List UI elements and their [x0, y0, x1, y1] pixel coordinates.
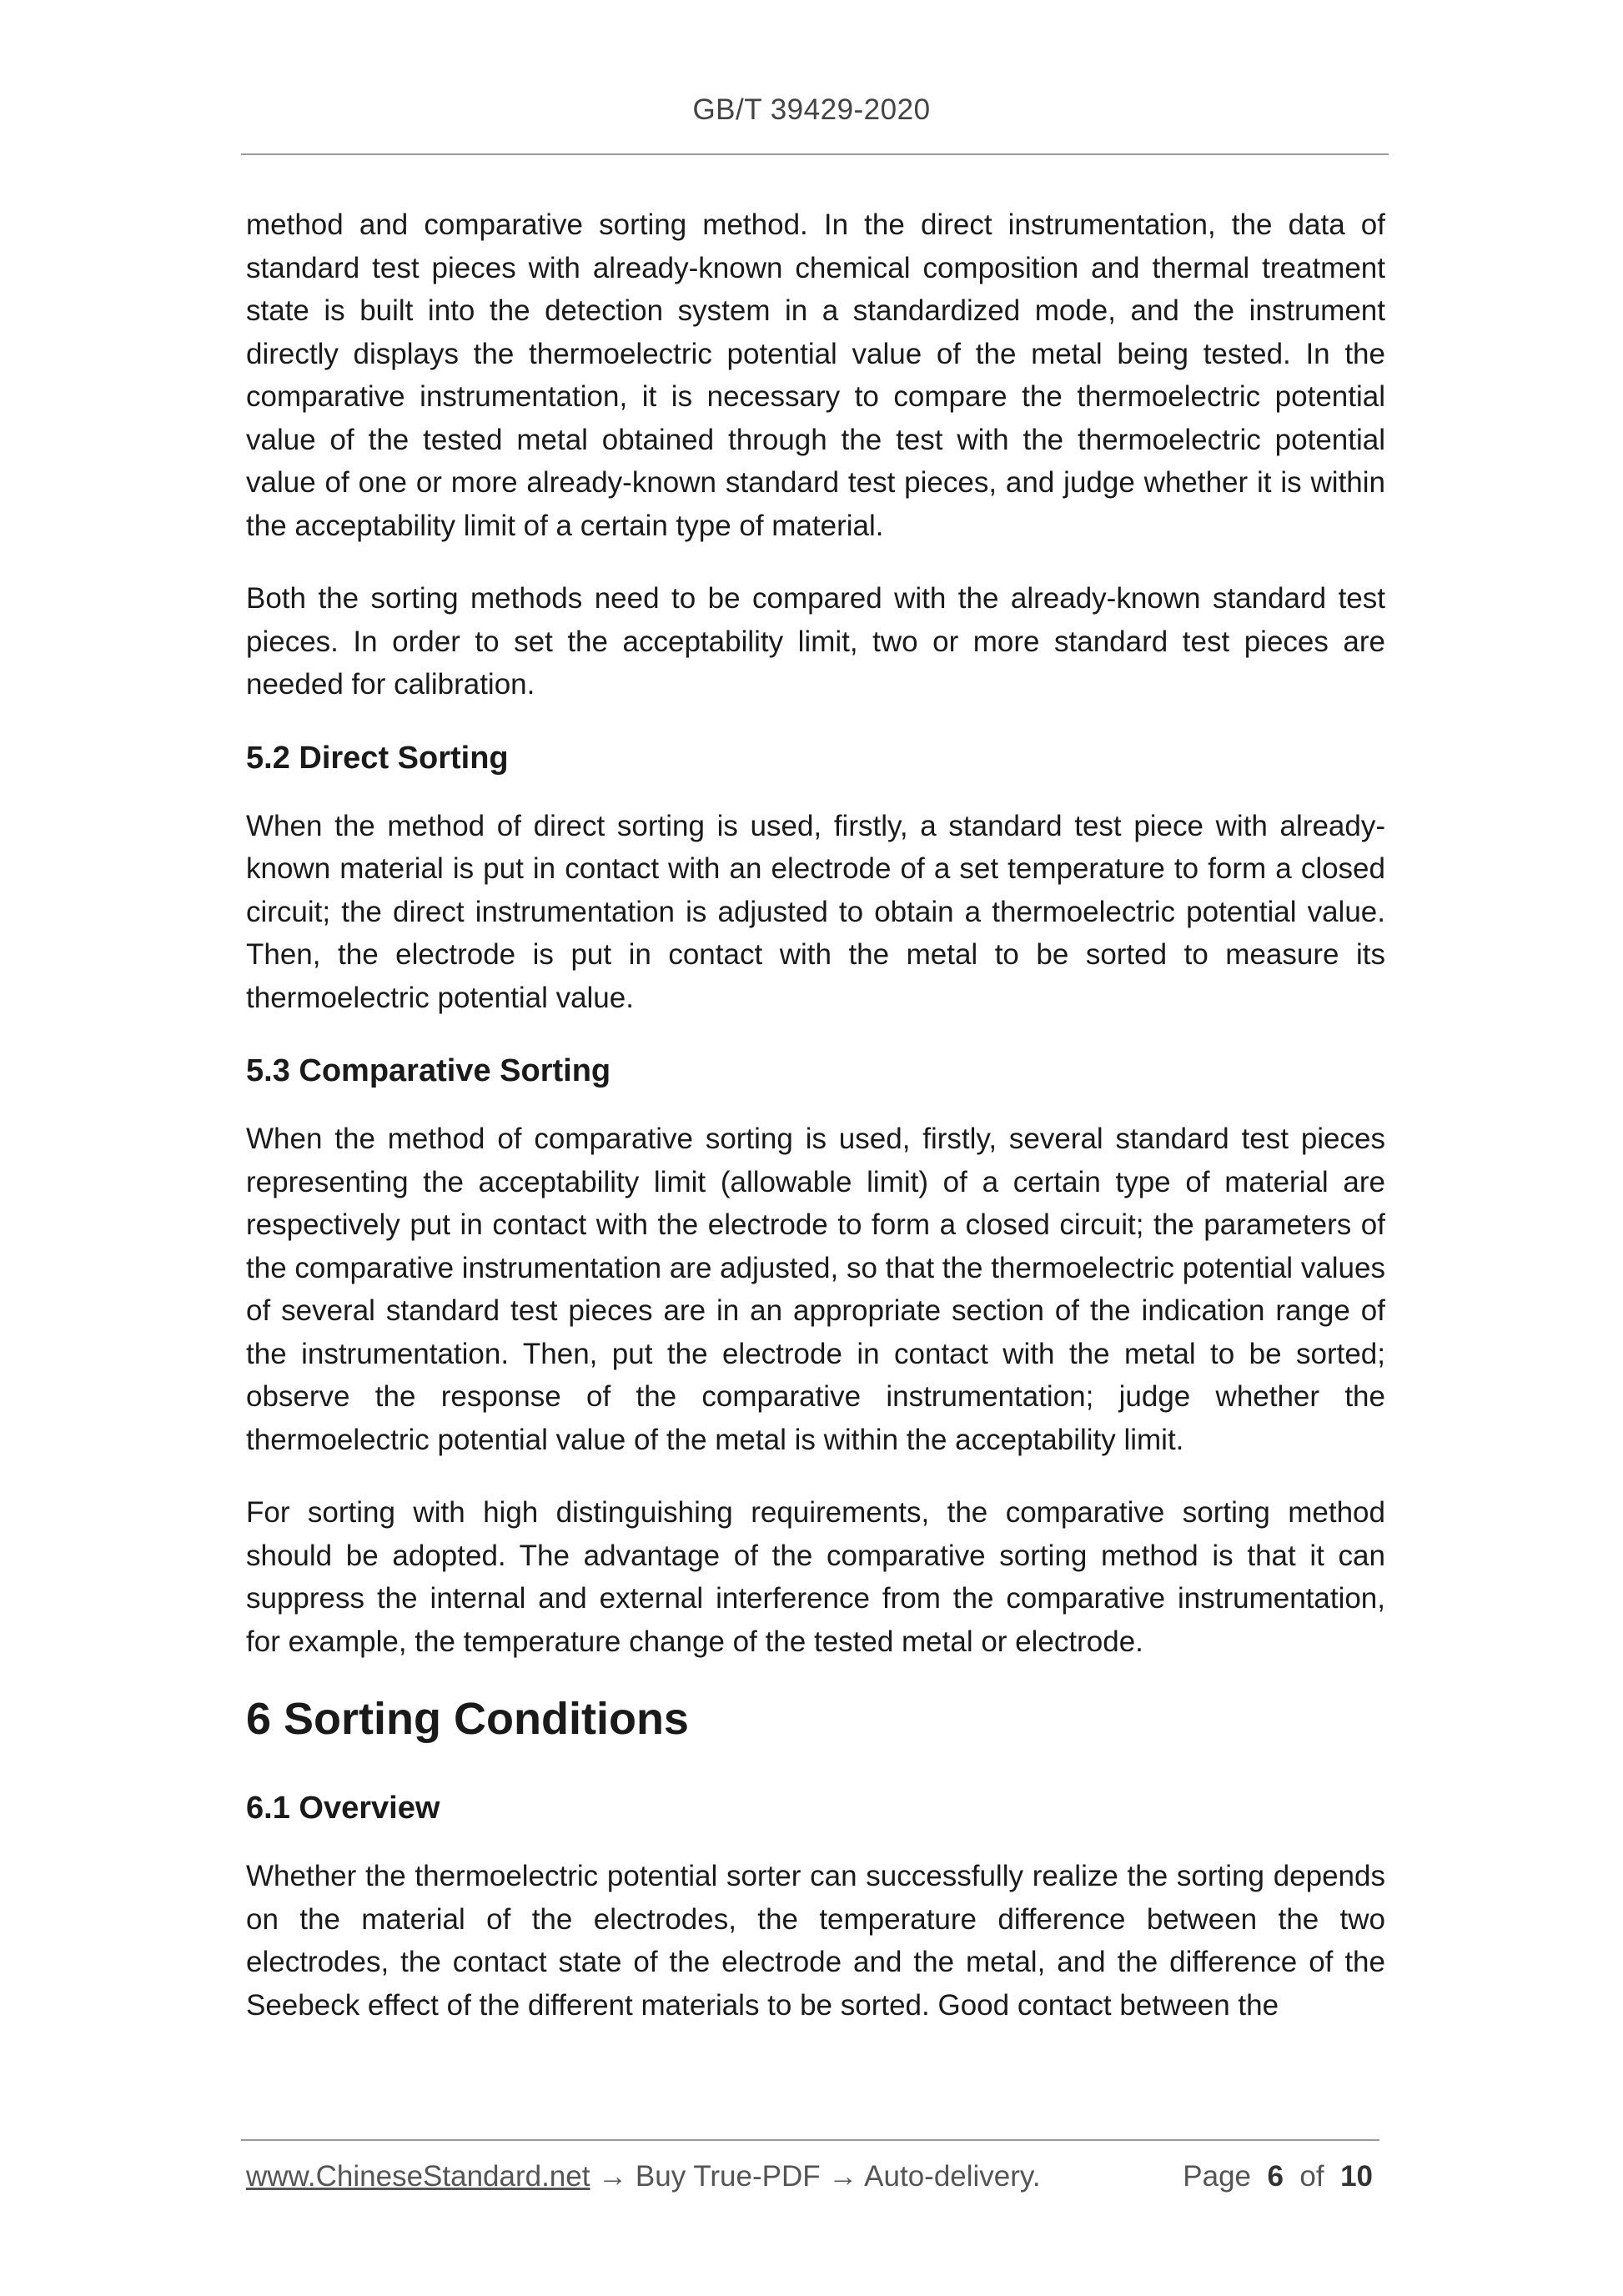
page-indicator	[1183, 2160, 1373, 2193]
paragraph-overview: Whether the thermoelectric potential sorter can successfully realize the sorting depends on the material of the electrodes, the temperature difference between the two electrodes, the contact state of the electrode and the metal, and the difference of the Seebeck effect of the different materials to be sorted. Good contact between the	[246, 1860, 1385, 2022]
website-link[interactable]: www.ChineseStandard.net	[246, 2160, 590, 2193]
document-header	[0, 93, 1623, 127]
page-number: 6	[1267, 2160, 1284, 2193]
paragraph-direct-sorting: When the method of direct sorting is used, firstly, a standard test piece with already-known material is put in contact with an electrode of a set temperature to form a closed circuit; the direct instrumentation is adjusted to obtain a thermoelectric potential value. Then, the electrode is put in contact with the metal to be sorted to measure its thermoelectric potential value.	[246, 809, 1385, 1014]
paragraph-comparative-sorting: When the method of comparative sorting is used, firstly, several standard test pieces representing the acceptability limit (allowable limit) of a certain type of material are respectively put in contact with the electrode to form a closed circuit; the parameters of the comparative instrumentation are adjusted, so that the thermoelectric potential values of several standard test pieces are in an appropriate section of the indication range of the instrumentation. Then, put the electrode in contact with the metal to be sorted; observe the response of the comparative instrumentation; judge whether the thermoelectric potential value of the metal is within the acceptability limit.	[246, 1123, 1385, 1456]
footer-promo	[246, 2160, 1041, 2193]
page-content	[246, 203, 1385, 2057]
footer-promo-text: → Buy True-PDF → Auto-delivery.	[590, 2160, 1041, 2193]
header-divider	[241, 153, 1389, 155]
heading-6-sorting-conditions: 6 Sorting Conditions	[246, 1694, 689, 1744]
page-label: Page	[1183, 2160, 1252, 2193]
paragraph-sorting-methods: method and comparative sorting method. In the direct instrumentation, the data of standard test pieces with already-known chemical composition and thermal treatment state is built into the detection system in a standardized mode, and the instrument directly displays the thermoelectric potential value of the metal being tested. In the comparative instrumentation, it is necessary to compare the thermoelectric potential value of the tested metal obtained through the test with the thermoelectric potential value of one or more already-known standard test pieces, and judge whether it is within the acceptability limit of a certain type of material.	[246, 208, 1385, 542]
paragraph-comparative-advantage: For sorting with high distinguishing requirements, the comparative sorting method should be adopted. The advantage of the comparative sorting method is that it can suppress the internal and external interference from the comparative instrumentation, for example, the temperature change of the tested metal or electrode.	[246, 1496, 1385, 1658]
footer-divider	[241, 2139, 1379, 2141]
standard-code: GB/T 39429-2020	[692, 93, 931, 126]
total-pages: 10	[1340, 2160, 1373, 2193]
heading-6-1-overview: 6.1 Overview	[246, 1791, 440, 1826]
of-label: of	[1299, 2160, 1324, 2193]
heading-5-2-direct-sorting: 5.2 Direct Sorting	[246, 740, 509, 776]
paragraph-calibration: Both the sorting methods need to be compared with the already-known standard test pieces. In order to set the acceptability limit, two or more standard test pieces are needed for calibration.	[246, 582, 1385, 701]
heading-5-3-comparative-sorting: 5.3 Comparative Sorting	[246, 1053, 611, 1088]
